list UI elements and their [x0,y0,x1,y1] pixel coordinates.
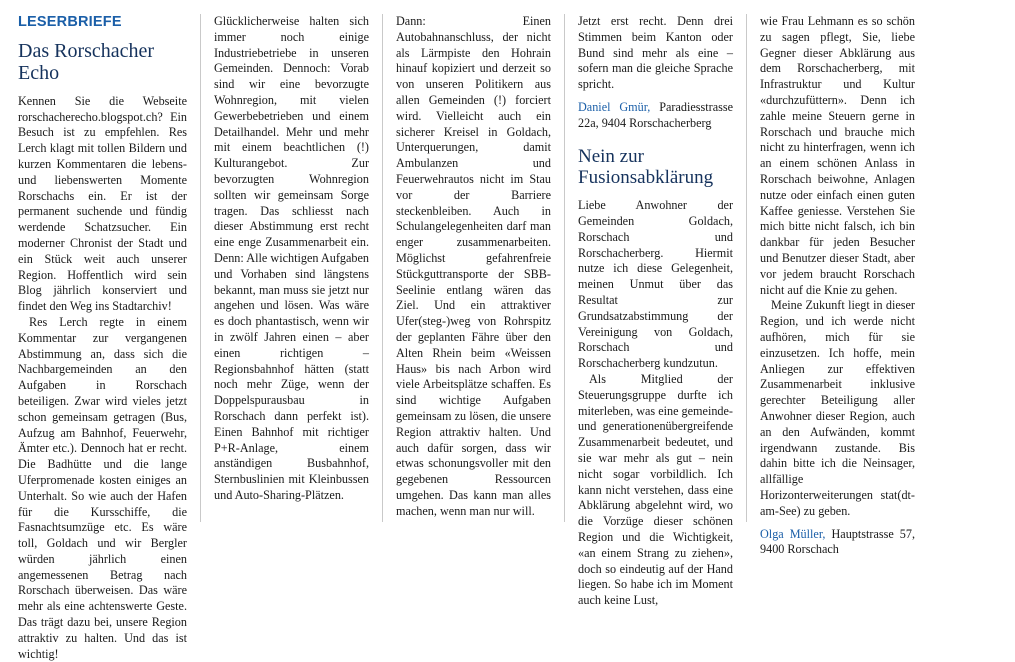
paragraph: Meine Zukunft liegt in dieser Region, und ich werde nicht aufhören, mich für sie einzusetzen. Ich hoffe, mein Anliegen zur effektiven Zusammenarbeit inklusive gerechter Beteiligung aller Anwohner dieser Region, auch an den Aufwänden, kommt irgendwann zustande. Bis dahin bitte ich die Neinsager, allfällige Horizonterweiterungen stat(dt-am-See) zu geben. [760,298,915,518]
signature-address: Hauptstrasse 57, 9400 Rorschach [760,526,916,557]
paragraph: Res Lerch regte in einem Kommentar zur vergangenen Abstimmung an, dass sich die Nachbargemeinden an den Aufgaben in Rorschach beteiligen. Zwar wird vieles jetzt schon gemeinsam getragen (Bus, Aufzug am Bahnhof, Feuerwehr, Ämter etc.). Dennoch hat er recht. Die Badhütte und die lange Uferpromenade kosten einiges an Unterhalt. So wie auch der Hafen für die Kursschiffe, die Fasnachtsumzüge etc. Es wäre toll, Goldach und wir Bergler würden jährlich einen angemessenen Betrag nach Rorschach überweisen. Das wäre mehr als eine achtenswerte Geste. Das trägt dazu bei, unsere Region attraktiv zu halten. Und das ist wichtig! [18,314,187,661]
article-signature-1 [578,100,733,132]
signature-name: Daniel Gmür, [578,99,651,114]
column-5 [746,14,928,557]
paragraph: Kennen Sie die Webseite rorschacherecho.blogspot.ch? Ein Besuch ist zu empfehlen. Res Lerch klagt mit tollen Bildern und kurzen Kommentaren die lebens- und liebenswerten Momente Rorschachs ein. Er ist der permanent suchende und fündig werdende Schatzsucher. Ein moderner Chronist der Stadt und ein Stück weit auch unserer Region. Hoffentlich wird sein Blog jährlich konserviert und findet den Weg ins Stadtarchiv! [18,93,187,314]
paragraph-continued: wie Frau Lehmann es so schön zu sagen pflegt, Sie, liebe Gegner dieser Abklärung aus dem Rorschacherberg, mit Infrastruktur und Kultur «durchzufüttern». Denn ich zahle meine Steuern gerne in Rorschach und brauche mich nicht zu hinterfragen, wenn ich an einem schönen Anlass in Rorschach beiwohne, Anlagen nutze oder einfach einen guten Kaffee geniesse. Verstehen Sie mich bitte nicht falsch, ich bin dankbar für jeden Besucher und Benutzer dieser Stadt, aber vor jedem braucht Rorschach nicht auf die Knie zu gehen. [760,14,915,297]
section-kicker: LESERBRIEFE [18,14,122,30]
signature-name: Olga Müller, [760,526,826,541]
column-4 [564,14,746,608]
article-headline-fusionsabklaerung: Nein zur Fusionsabklärung [578,145,714,189]
column-container [18,14,997,661]
paragraph: Liebe Anwohner der Gemeinden Goldach, Rorschach und Rorschacherberg. Hiermit nutze ich diese Gelegenheit, meinen Unmut über das Resultat zur Grundsatzabstimmung der Vereinigung von Goldach, Rorschach und Rorschacherberg kundzutun. [578,198,733,371]
column-3 [382,14,564,522]
article-headline-rorschacher-echo: Das Rorschacher Echo [18,40,155,85]
column-2 [200,14,382,522]
paragraph: Glücklicherweise halten sich immer noch einige Industriebetriebe in unseren Gemeinden. Dennoch: Vorab sind wir eine bevorzugte Wohnregion, mit vielen Gewerbebetrieben und einem Detailhandel. Mehr und mehr mit einem beachtlichen (!) Kulturangebot. Zur bevorzugten Wohnregion sollten wir gemeinsam Sorge tragen. Das schliesst nach dieser Abstimmung erst recht eine enge Zusammenarbeit ein. Denn: Alle wichtigen Aufgaben und Vorhaben sind längstens bekannt, man muss sie jetzt nur angehen und lösen. Was wäre es doch phantastisch, wenn wir in zwölf Jahren einen – aber einen richtigen – Regionsbahnhof hätten (statt noch mehr Züge, wenn der Doppelspurausbau in Rorschach dann perfekt ist). Einen Bahnhof mit richtiger P+R-Anlage, einem anständigen Busbahnhof, Sternbuslinien mit Kleinbussen und Auto-Sharing-Plätzen. [214,14,369,502]
signature-address: Paradiesstrasse 22a, 9404 Rorschacherberg [578,99,734,130]
paragraph-continued: Jetzt erst recht. Denn drei Stimmen beim Kanton oder Bund sind mehr als eine – sofern man die gleiche Sprache spricht. [578,14,733,92]
paragraph: Als Mitglied der Steuerungsgruppe durfte ich miterleben, was eine gemeinde- und generationenübergreifende Zusammenarbeit bedeutet, und sie war mehr als gut – nein nicht sogar vorbildlich. Ich kann nicht verstehen, dass eine Abklärung abgelehnt wird, wo die Vorzüge dieser schönen Region und die Wichtigkeit, «an einem Strang zu ziehen», doch so eindeutig auf der Hand liegen. So habe ich im Moment auch keine Lust, [578,372,733,608]
article-signature-2 [760,527,915,559]
column-1 [18,14,200,661]
paragraph: Dann: Einen Autobahnanschluss, der nicht als Lärmpiste den Hohrain hinauf kopiziert und derzeit so von unseren Politikern aus allen Gemeinden (!) forciert wird. Vielleicht auch ein sicherer Kreisel in Goldach, Unterquerungen, damit Ambulanzen und Feuerwehrautos nicht im Stau vor der Barriere steckenbleiben. Auch in Schulangelegenheiten darf man enger zusammenarbeiten. Möglichst gefahrenfreie Stückguttransporte der SBB-Seelinie entlang wären das Ziel. Und ein attraktiver Ufer(steg-)weg von Rohrspitz der geplanten Fähre über den Alten Rhein beim «Weissen Haus» bis nach Arbon wird viele Arbeitsplätze schaffen. Es sind wichtige Aufgaben gemeinsam zu lösen, die unsere Region attraktiv halten. Und auch dafür sorgen, dass wir etwas schonungsvoller mit den gegebenen Ressourcen umgehen. Das kann man alles machen, wenn man nur will. [396,14,551,518]
